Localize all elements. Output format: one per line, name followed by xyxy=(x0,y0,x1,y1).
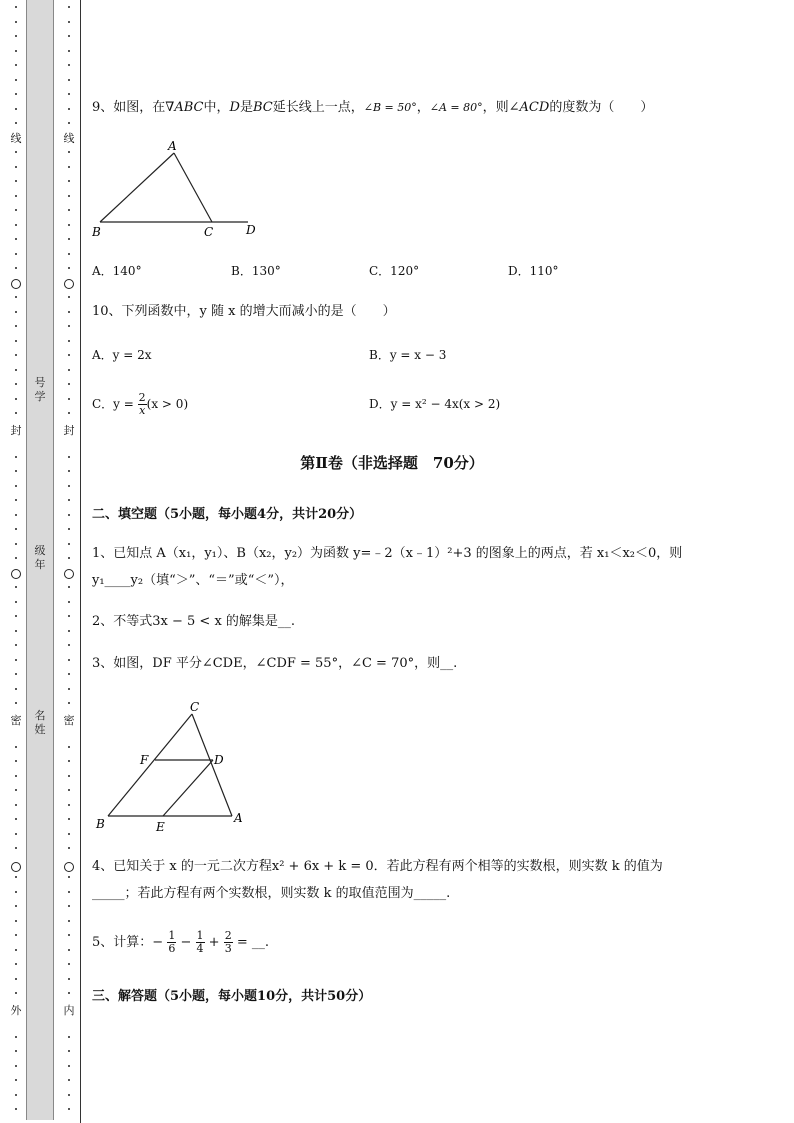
binding-dot xyxy=(68,1050,70,1052)
binding-dot xyxy=(68,108,70,110)
binding-dot xyxy=(15,325,17,327)
binding-dot xyxy=(15,920,17,922)
binding-dot xyxy=(15,412,17,414)
label-f: F xyxy=(140,753,149,767)
binding-dot xyxy=(15,789,17,791)
fraction-1-6: $\frac{1}{6}$ xyxy=(168,929,176,955)
binding-dot xyxy=(15,470,17,472)
binding-dot xyxy=(15,195,17,197)
field-grade: 级 年 xyxy=(34,544,46,571)
triangle-abc-figure xyxy=(92,138,272,240)
binding-dot xyxy=(15,35,17,37)
binding-dot xyxy=(68,760,70,762)
binding-dot xyxy=(68,920,70,922)
binding-dot xyxy=(68,383,70,385)
q10-option-b[interactable]: B．y = x − 3 xyxy=(369,348,447,362)
binding-dot xyxy=(68,238,70,240)
inner-dotted-line xyxy=(64,0,74,1123)
binding-dot xyxy=(15,108,17,110)
binding-dot xyxy=(15,818,17,820)
binding-dot xyxy=(15,557,17,559)
binding-dot xyxy=(15,224,17,226)
binding-dot xyxy=(15,601,17,603)
binding-dot xyxy=(68,398,70,400)
binding-mark: 密 xyxy=(61,714,77,728)
binding-mark: 外 xyxy=(8,1004,24,1018)
label-b: B xyxy=(92,225,101,239)
binding-dot xyxy=(15,296,17,298)
binding-dot xyxy=(68,50,70,52)
exam-content xyxy=(92,0,782,1123)
binding-dot xyxy=(15,833,17,835)
binding-dot xyxy=(15,50,17,52)
binding-dot xyxy=(68,949,70,951)
binding-circle-icon xyxy=(64,279,74,289)
binding-dot xyxy=(68,891,70,893)
triangle-cdf-figure xyxy=(92,696,252,836)
field-name: 名 姓 xyxy=(34,709,46,736)
q9-option-a[interactable]: A．140° xyxy=(92,264,142,278)
q9-option-b[interactable]: B．130° xyxy=(231,264,281,278)
binding-circle-icon xyxy=(11,279,21,289)
binding-dot xyxy=(68,64,70,66)
binding-dot xyxy=(68,412,70,414)
binding-dot xyxy=(68,122,70,124)
binding-dot xyxy=(15,760,17,762)
segment-ed xyxy=(163,760,213,816)
binding-dot xyxy=(68,267,70,269)
side-ac xyxy=(174,153,212,222)
binding-dot xyxy=(15,514,17,516)
binding-dot xyxy=(68,789,70,791)
fill-4-line-1: 4、已知关于 x 的一元二次方程x² + 6x + k = 0．若此方程有两个相等的实数根，则实数 k 的值为 xyxy=(92,859,663,874)
binding-dot xyxy=(68,253,70,255)
fill-1-line-1: 1、已知点 A（x₁，y₁）、B（x₂，y₂）为函数 y=﹣2（x﹣1）²+3 的图象上的两点，若 x₁＜x₂＜0，则 xyxy=(92,546,683,561)
binding-dot xyxy=(68,804,70,806)
binding-mark: 封 xyxy=(8,424,24,438)
binding-dot xyxy=(15,528,17,530)
binding-dot xyxy=(15,485,17,487)
binding-dot xyxy=(15,804,17,806)
binding-dot xyxy=(68,818,70,820)
section-2-title: 第Ⅱ卷（非选择题 70分） xyxy=(300,454,484,472)
binding-mark: 封 xyxy=(61,424,77,438)
binding-dot xyxy=(68,209,70,211)
binding-dot xyxy=(15,383,17,385)
student-info-strip xyxy=(26,0,54,1120)
q10-option-d[interactable]: D．y = x² − 4x(x > 2) xyxy=(369,397,501,411)
binding-mark: 线 xyxy=(61,132,77,146)
binding-dot xyxy=(15,456,17,458)
field-student-number: 号 学 xyxy=(34,376,46,403)
label-b2: B xyxy=(96,817,105,831)
binding-dot xyxy=(15,209,17,211)
binding-dot xyxy=(15,267,17,269)
binding-dot xyxy=(68,470,70,472)
binding-dot xyxy=(68,224,70,226)
binding-dot xyxy=(15,1065,17,1067)
binding-dot xyxy=(68,325,70,327)
binding-dot xyxy=(15,354,17,356)
binding-dot xyxy=(68,499,70,501)
binding-dot xyxy=(68,354,70,356)
binding-dot xyxy=(68,963,70,965)
binding-dot xyxy=(68,528,70,530)
question-10-stem: 10、下列函数中，y 随 x 的增大而减小的是（ ） xyxy=(92,304,396,319)
binding-dot xyxy=(15,238,17,240)
binding-dot xyxy=(15,21,17,23)
binding-dot xyxy=(15,311,17,313)
binding-dot xyxy=(15,891,17,893)
outer-dotted-line xyxy=(11,0,21,1123)
binding-dot xyxy=(68,1065,70,1067)
label-e: E xyxy=(156,820,165,834)
binding-dot xyxy=(68,296,70,298)
binding-dot xyxy=(15,1079,17,1081)
binding-dot xyxy=(15,630,17,632)
binding-dot xyxy=(68,21,70,23)
binding-mark: 密 xyxy=(8,714,24,728)
fill-4-line-2: _____；若此方程有两个实数根，则实数 k 的取值范围为_____. xyxy=(92,886,451,901)
binding-dot xyxy=(15,122,17,124)
side-bc xyxy=(108,714,192,816)
side-ca xyxy=(192,714,232,816)
binding-dot xyxy=(15,586,17,588)
binding-margin xyxy=(0,0,82,1123)
label-d: D xyxy=(246,223,256,237)
fill-1-line-2: y₁____y₂（填“＞”、“＝”或“＜”）， xyxy=(92,573,294,588)
q9-option-c[interactable]: C．120° xyxy=(369,264,420,278)
binding-dot xyxy=(68,702,70,704)
label-d2: D xyxy=(214,753,224,767)
binding-dot xyxy=(68,615,70,617)
binding-dot xyxy=(68,905,70,907)
binding-dot xyxy=(68,93,70,95)
binding-dot xyxy=(15,1108,17,1110)
binding-dot xyxy=(15,688,17,690)
binding-dot xyxy=(68,35,70,37)
binding-dot xyxy=(68,151,70,153)
binding-dot xyxy=(68,601,70,603)
side-ab xyxy=(100,153,174,222)
label-a2: A xyxy=(234,811,243,825)
binding-dot xyxy=(68,166,70,168)
binding-dot xyxy=(15,93,17,95)
binding-dot xyxy=(68,557,70,559)
fill-2: 2、不等式3x − 5 < x 的解集是__. xyxy=(92,614,296,629)
binding-circle-icon xyxy=(11,569,21,579)
binding-dot xyxy=(15,1036,17,1038)
binding-dot xyxy=(68,180,70,182)
binding-dot xyxy=(15,775,17,777)
binding-dot xyxy=(68,543,70,545)
binding-dot xyxy=(15,847,17,849)
binding-dot xyxy=(15,166,17,168)
binding-dot xyxy=(15,746,17,748)
binding-dot xyxy=(68,847,70,849)
binding-dot xyxy=(68,195,70,197)
binding-dot xyxy=(68,876,70,878)
binding-dot xyxy=(15,499,17,501)
label-c2: C xyxy=(190,700,200,714)
binding-dot xyxy=(15,1050,17,1052)
binding-dot xyxy=(15,64,17,66)
binding-dot xyxy=(68,659,70,661)
binding-dot xyxy=(68,833,70,835)
binding-dot xyxy=(68,934,70,936)
binding-dot xyxy=(15,6,17,8)
binding-dot xyxy=(15,644,17,646)
binding-dot xyxy=(68,514,70,516)
binding-dot xyxy=(15,702,17,704)
binding-dot xyxy=(68,311,70,313)
binding-dot xyxy=(68,644,70,646)
binding-dot xyxy=(68,1094,70,1096)
binding-dot xyxy=(68,992,70,994)
binding-dot xyxy=(68,630,70,632)
fraction-1-4: $\frac{1}{4}$ xyxy=(196,929,204,955)
binding-dot xyxy=(15,340,17,342)
label-a: A xyxy=(168,139,177,153)
binding-dot xyxy=(15,949,17,951)
binding-dot xyxy=(68,673,70,675)
fill-3: 3、如图，DF 平分∠CDE，∠CDF = 55°，∠C = 70°，则__. xyxy=(92,656,458,671)
binding-dot xyxy=(68,775,70,777)
binding-dot xyxy=(15,978,17,980)
binding-dot xyxy=(68,6,70,8)
binding-dot xyxy=(15,543,17,545)
binding-dot xyxy=(15,992,17,994)
binding-dot xyxy=(68,978,70,980)
fill-in-heading: 二、填空题（5小题，每小题4分，共计20分） xyxy=(92,507,363,522)
binding-mark: 线 xyxy=(8,132,24,146)
binding-dot xyxy=(68,1036,70,1038)
binding-dot xyxy=(15,615,17,617)
fraction-2-3: $\frac{2}{3}$ xyxy=(224,929,232,955)
binding-dot xyxy=(68,79,70,81)
binding-circle-icon xyxy=(64,569,74,579)
binding-mark: 内 xyxy=(61,1004,77,1018)
q10-option-c[interactable]: C．y = $\frac{2}{x}$ (x > 0) xyxy=(92,391,189,417)
binding-dot xyxy=(15,253,17,255)
binding-dot xyxy=(15,369,17,371)
binding-dot xyxy=(68,1108,70,1110)
binding-dot xyxy=(15,1094,17,1096)
binding-dot xyxy=(15,963,17,965)
label-c: C xyxy=(204,225,214,239)
fill-5: 5、计算：− $\frac{1}{6}$ − $\frac{1}{4}$ + $\frac{2}{3}$ = __. xyxy=(92,929,269,955)
binding-dot xyxy=(15,398,17,400)
binding-dot xyxy=(15,79,17,81)
q10-option-a[interactable]: A．y = 2x xyxy=(92,348,152,362)
binding-dot xyxy=(15,673,17,675)
binding-dot xyxy=(68,485,70,487)
binding-dot xyxy=(68,369,70,371)
binding-circle-icon xyxy=(11,862,21,872)
binding-dot xyxy=(15,934,17,936)
binding-circle-icon xyxy=(64,862,74,872)
answer-heading: 三、解答题（5小题，每小题10分，共计50分） xyxy=(92,989,372,1004)
binding-dot xyxy=(68,746,70,748)
binding-dot xyxy=(15,876,17,878)
q9-option-d[interactable]: D．110° xyxy=(508,264,559,278)
fraction-2-over-x: $\frac{2}{x}$ xyxy=(138,391,146,417)
binding-dot xyxy=(68,688,70,690)
binding-dot xyxy=(15,151,17,153)
binding-dot xyxy=(15,905,17,907)
margin-border-line xyxy=(80,0,81,1123)
question-9-stem: 9、如图，在∇ABC中，D是BC延长线上一点，∠B = 50°，∠A = 80°，则∠ACD的度数为（ ） xyxy=(92,100,654,115)
binding-dot xyxy=(15,659,17,661)
binding-dot xyxy=(68,1079,70,1081)
binding-dot xyxy=(68,340,70,342)
binding-dot xyxy=(68,586,70,588)
binding-dot xyxy=(68,456,70,458)
binding-dot xyxy=(15,180,17,182)
